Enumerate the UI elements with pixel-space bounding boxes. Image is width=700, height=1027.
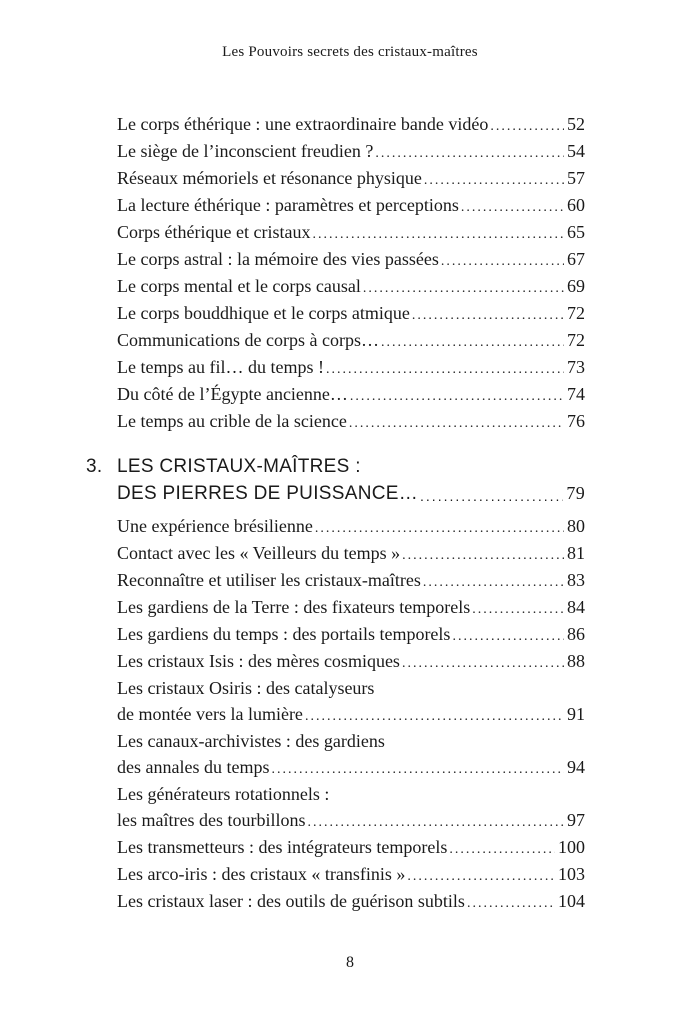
toc-entry-page-number: 104: [558, 891, 585, 911]
toc-entry-row: [117, 300, 585, 327]
toc-entry: [117, 675, 585, 728]
table-of-contents: [86, 111, 585, 915]
leader-dots: [305, 706, 564, 728]
leader-dots: [312, 224, 564, 246]
toc-entry-row: [117, 701, 585, 728]
toc-entry: [117, 273, 585, 300]
chapter-number: 3.: [86, 456, 103, 477]
toc-entry-title-line1: Les canaux-archivistes : des gardiens: [117, 731, 385, 751]
toc-entry: [117, 381, 585, 408]
chapter-title-line2: [117, 480, 585, 507]
leader-dots: [420, 485, 563, 507]
toc-entry: [117, 408, 585, 435]
toc-entry: [117, 219, 585, 246]
toc-entry-title: Le siège de l’inconscient freudien ?: [117, 141, 374, 161]
toc-entry-title-line1: Les cristaux Osiris : des catalyseurs: [117, 678, 375, 698]
toc-entry-title: des annales du temps: [117, 757, 270, 777]
leader-dots: [350, 386, 564, 408]
toc-entry: [117, 165, 585, 192]
toc-entry: [117, 354, 585, 381]
toc-entry-title: Le corps mental et le corps causal: [117, 276, 361, 296]
toc-section-2-entries: [117, 111, 585, 435]
toc-entry-title: Du côté de l’Égypte ancienne…: [117, 384, 348, 404]
leader-dots: [349, 413, 564, 435]
toc-entry-row: [117, 861, 585, 888]
toc-entry-row: [117, 888, 585, 915]
toc-entry-page-number: 88: [567, 651, 585, 671]
chapter-title-line2-text: DES PIERRES DE PUISSANCE…: [117, 483, 419, 504]
toc-entry-row: [117, 513, 585, 540]
toc-entry-page-number: 65: [567, 222, 585, 242]
toc-entry-page-number: 74: [567, 384, 585, 404]
toc-entry: [117, 648, 585, 675]
toc-entry-row: [117, 648, 585, 675]
toc-entry-title: Les arco-iris : des cristaux « transfinis »: [117, 864, 406, 884]
toc-entry: [117, 111, 585, 138]
toc-entry-page-number: 94: [567, 757, 585, 777]
toc-entry-page-number: 76: [567, 411, 585, 431]
toc-entry-row: [117, 138, 585, 165]
leader-dots: [424, 170, 564, 192]
toc-entry-title: Réseaux mémoriels et résonance physique: [117, 168, 422, 188]
toc-entry-title: Les transmetteurs : des intégrateurs temporels: [117, 837, 448, 857]
toc-entry-title: Le corps éthérique : une extraordinaire bande vidéo: [117, 114, 489, 134]
toc-entry: [117, 567, 585, 594]
toc-entry-title: Le corps bouddhique et le corps atmique: [117, 303, 410, 323]
toc-entry-title: Communications de corps à corps…: [117, 330, 379, 350]
toc-entry-page-number: 103: [558, 864, 585, 884]
leader-dots: [271, 759, 564, 781]
leader-dots: [407, 866, 555, 888]
toc-entry-row: [117, 621, 585, 648]
toc-entry-page-number: 84: [567, 597, 585, 617]
toc-entry-row: [117, 354, 585, 381]
toc-entry-page-number: 54: [567, 141, 585, 161]
toc-entry-row: [117, 594, 585, 621]
toc-entry-page-number: 57: [567, 168, 585, 188]
toc-entry: [117, 594, 585, 621]
leader-dots: [441, 251, 564, 273]
toc-entry-title: Reconnaître et utiliser les cristaux-maîtres: [117, 570, 421, 590]
toc-section-3-entries: [117, 513, 585, 915]
toc-entry-title: Contact avec les « Veilleurs du temps »: [117, 543, 401, 563]
leader-dots: [381, 332, 564, 354]
toc-entry-row: [117, 273, 585, 300]
chapter-title-line1: LES CRISTAUX-MAÎTRES :: [117, 456, 361, 477]
leader-dots: [363, 278, 564, 300]
toc-entry: [117, 192, 585, 219]
toc-entry: [117, 246, 585, 273]
leader-dots: [467, 893, 555, 915]
toc-entry-row: [117, 834, 585, 861]
leader-dots: [412, 305, 564, 327]
toc-entry-row: [117, 754, 585, 781]
toc-entry-title: Les gardiens de la Terre : des fixateurs temporels: [117, 597, 471, 617]
toc-entry: [117, 540, 585, 567]
toc-entry: [117, 888, 585, 915]
toc-entry-title: les maîtres des tourbillons: [117, 810, 306, 830]
toc-entry-page-number: 60: [567, 195, 585, 215]
toc-entry: [117, 327, 585, 354]
toc-entry-row: [117, 246, 585, 273]
toc-entry-page-number: 91: [567, 704, 585, 724]
toc-entry-page-number: 97: [567, 810, 585, 830]
toc-entry: [117, 300, 585, 327]
page-number-folio: 8: [346, 954, 354, 971]
toc-entry: [117, 834, 585, 861]
toc-entry: [117, 513, 585, 540]
toc-entry-page-number: 72: [567, 330, 585, 350]
leader-dots: [461, 197, 564, 219]
toc-entry-title: Le temps au fil… du temps !: [117, 357, 324, 377]
leader-dots: [307, 812, 564, 834]
running-head: Les Pouvoirs secrets des cristaux-maîtres: [222, 44, 478, 60]
toc-entry: [117, 781, 585, 834]
toc-entry-page-number: 80: [567, 516, 585, 536]
leader-dots: [452, 626, 564, 648]
toc-entry-title: Les cristaux laser : des outils de guérison subtils: [117, 891, 465, 911]
toc-entry-title: Corps éthérique et cristaux: [117, 222, 311, 242]
toc-entry-title: Les gardiens du temps : des portails temporels: [117, 624, 451, 644]
chapter-page-number: 79: [566, 483, 585, 503]
toc-entry-row: [117, 111, 585, 138]
toc-entry-title: La lecture éthérique : paramètres et perceptions: [117, 195, 459, 215]
leader-dots: [326, 359, 564, 381]
toc-entry-row: [117, 567, 585, 594]
toc-entry-row: [117, 219, 585, 246]
toc-entry-page-number: 100: [558, 837, 585, 857]
leader-dots: [402, 545, 564, 567]
toc-entry-row: [117, 381, 585, 408]
toc-entry-row: [117, 408, 585, 435]
toc-entry-page-number: 67: [567, 249, 585, 269]
leader-dots: [375, 143, 564, 165]
toc-entry-page-number: 69: [567, 276, 585, 296]
toc-entry-title: Les cristaux Isis : des mères cosmiques: [117, 651, 400, 671]
leader-dots: [315, 518, 564, 540]
leader-dots: [423, 572, 564, 594]
toc-entry: [117, 861, 585, 888]
toc-chapter-3: [86, 453, 585, 507]
toc-entry-title: de montée vers la lumière: [117, 704, 303, 724]
toc-entry: [117, 138, 585, 165]
toc-entry: [117, 621, 585, 648]
leader-dots: [472, 599, 564, 621]
toc-entry-page-number: 83: [567, 570, 585, 590]
toc-entry-page-number: 73: [567, 357, 585, 377]
leader-dots: [449, 839, 555, 861]
toc-entry-title: Le corps astral : la mémoire des vies passées: [117, 249, 439, 269]
toc-entry-page-number: 81: [567, 543, 585, 563]
toc-entry-page-number: 86: [567, 624, 585, 644]
toc-entry-row: [117, 540, 585, 567]
toc-entry-row: [117, 192, 585, 219]
toc-entry-row: [117, 327, 585, 354]
toc-entry-page-number: 72: [567, 303, 585, 323]
toc-entry-title-line1: Les générateurs rotationnels :: [117, 784, 330, 804]
leader-dots: [402, 653, 564, 675]
toc-entry-title: Une expérience brésilienne: [117, 516, 313, 536]
toc-entry: [117, 728, 585, 781]
toc-entry-page-number: 52: [567, 114, 585, 134]
toc-entry-row: [117, 165, 585, 192]
toc-entry-title: Le temps au crible de la science: [117, 411, 347, 431]
leader-dots: [490, 116, 564, 138]
toc-entry-row: [117, 807, 585, 834]
